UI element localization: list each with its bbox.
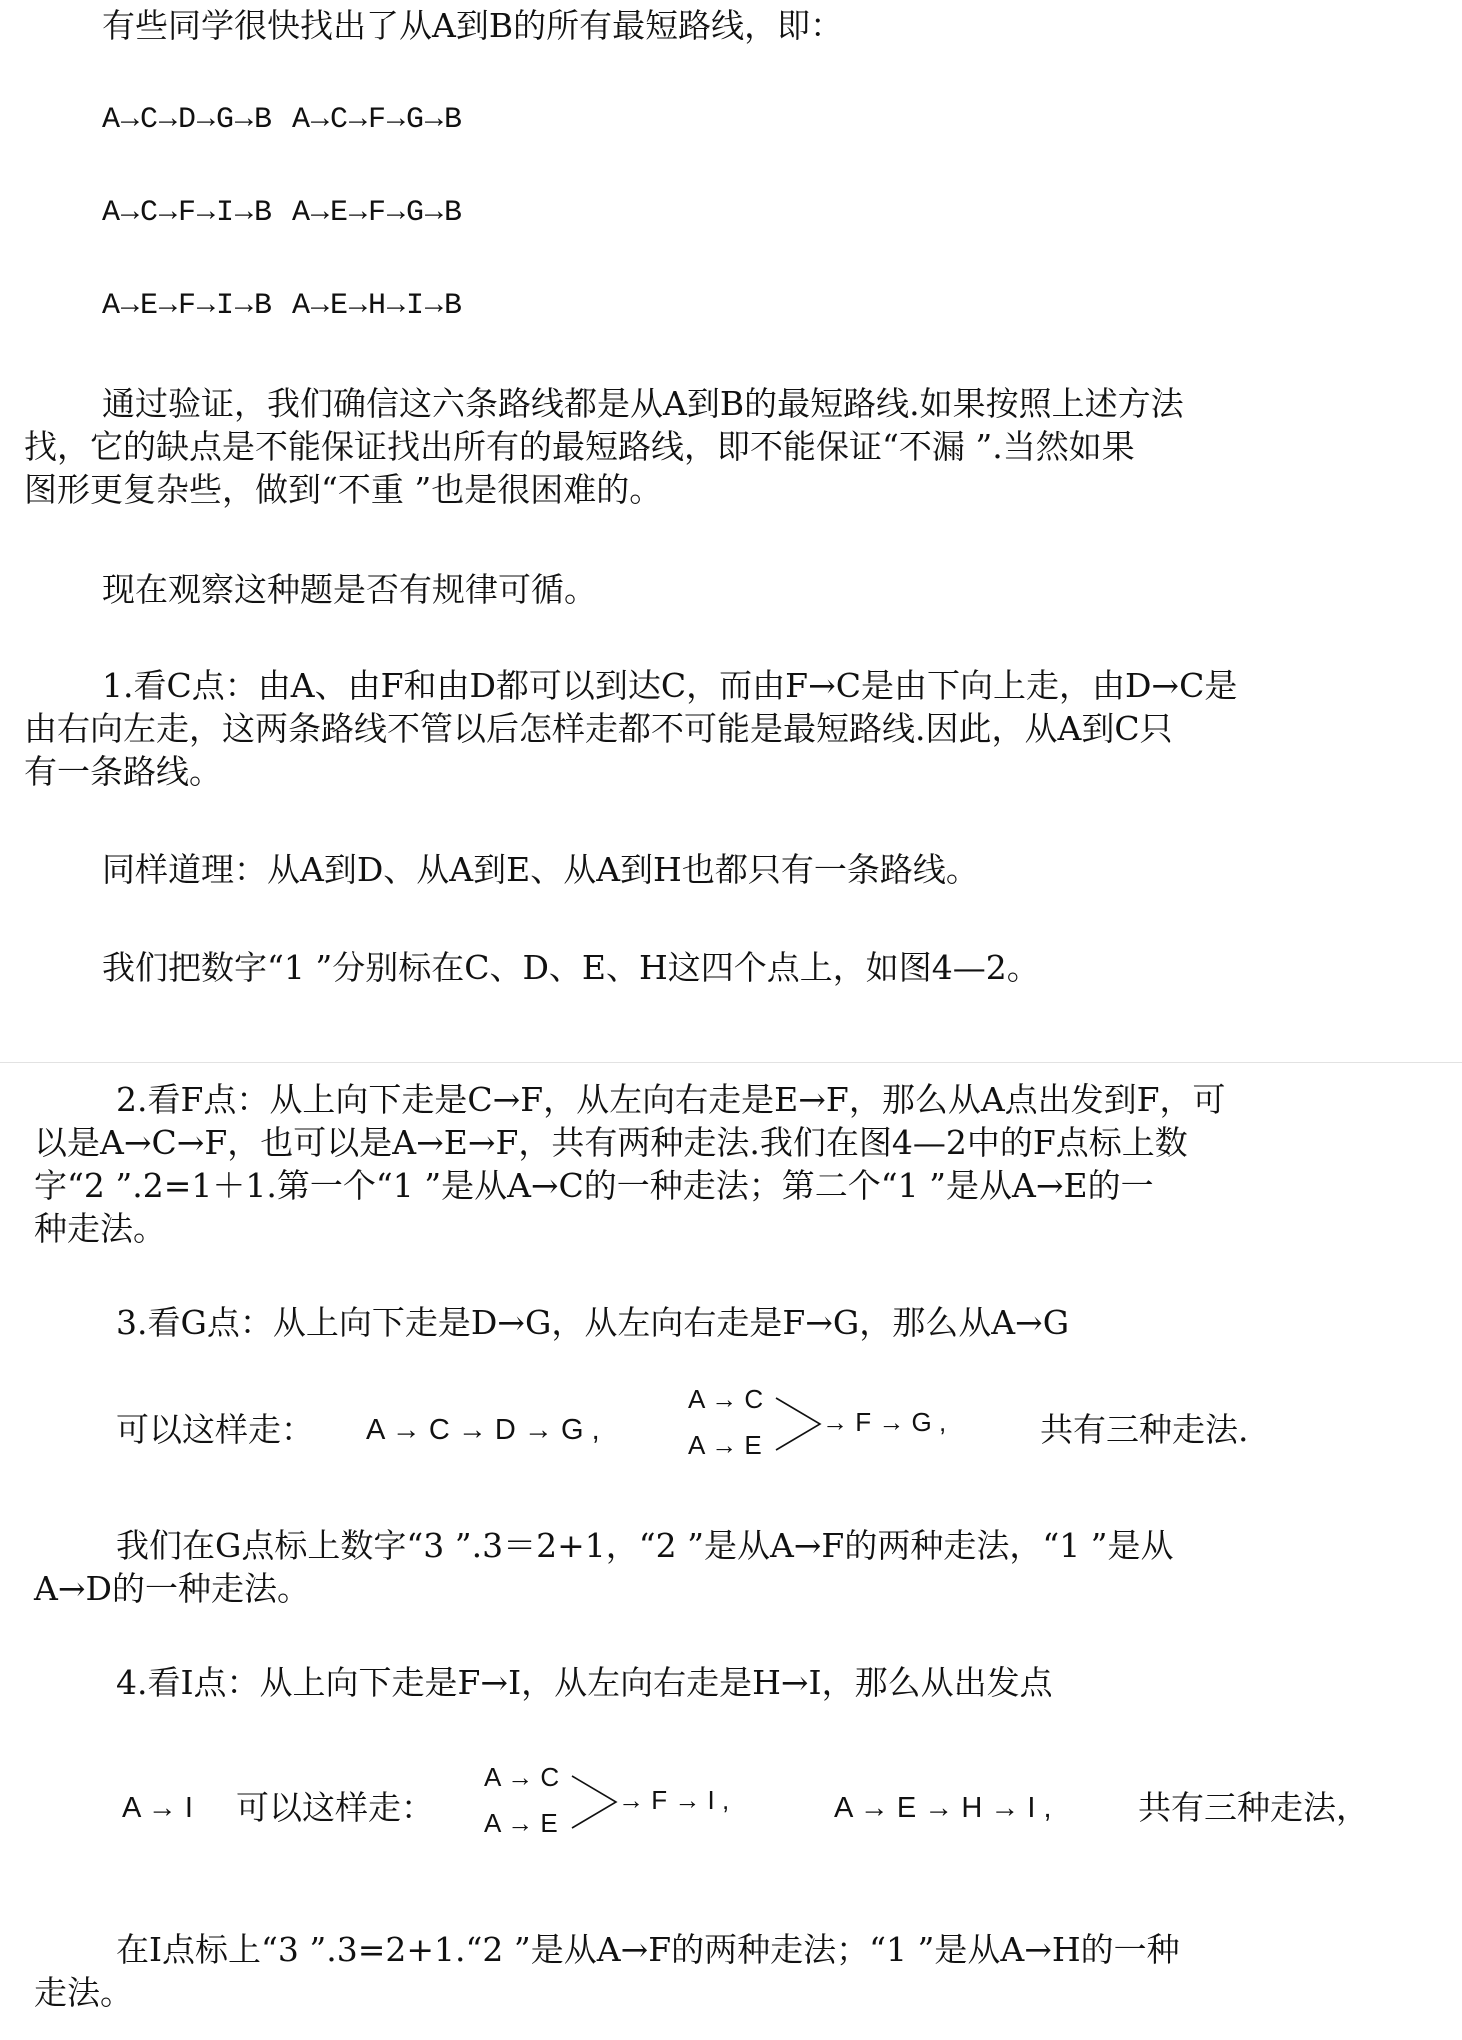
paragraph-mark-i-line-1: 在I点标上“3 ”.3=2+1.“2 ”是从A→F的两种走法；“1 ”是从A→H的一种 (116, 1930, 1180, 1969)
paragraph-verify-line-1: 通过验证，我们确信这六条路线都是从A到B的最短路线.如果按照上述方法 (102, 384, 1184, 423)
formula-i-path-2: A → E → H → I , (834, 1792, 1052, 1824)
paragraph-mark-one: 我们把数字“1 ”分别标在C、D、E、H这四个点上，如图4—2。 (102, 948, 1040, 987)
route-line-2: A→C→F→I→B A→E→F→G→B (102, 196, 464, 230)
formula-i-prefix: A → I (122, 1792, 193, 1824)
formula-g-branch-bottom: A → E (688, 1430, 762, 1460)
formula-g-end: 共有三种走法. (1040, 1410, 1249, 1449)
formula-i-branch (484, 1762, 730, 1842)
route-line-1: A→C→D→G→B A→C→F→G→B (102, 103, 464, 137)
paragraph-same-reason: 同样道理：从A到D、从A到E、从A到H也都只有一条路线。 (102, 850, 979, 889)
paragraph-mark-three-line-1: 我们在G点标上数字“3 ”.3＝2+1，“2 ”是从A→F的两种走法，“1 ”是从 (116, 1526, 1174, 1565)
formula-i-branch-top: A → C (484, 1762, 560, 1792)
paragraph-point-c-line-1: 1.看C点：由A、由F和由D都可以到达C，而由F→C是由下向上走，由D→C是 (102, 666, 1238, 705)
paragraph-point-f-line-2: 以是A→C→F，也可以是A→E→F，共有两种走法.我们在图4—2中的F点标上数 (34, 1123, 1188, 1162)
formula-g-branch-tail: → F → G , (822, 1407, 947, 1437)
route-line-3: A→E→F→I→B A→E→H→I→B (102, 289, 464, 323)
paragraph-point-f-line-4: 种走法。 (34, 1209, 166, 1248)
intro-line: 有些同学很快找出了从A到B的所有最短路线，即： (102, 6, 844, 45)
formula-g-branch-top: A → C (688, 1384, 764, 1414)
paragraph-point-f-line-3: 字“2 ”.2=1＋1.第一个“1 ”是从A→C的一种走法；第二个“1 ”是从A→E的一 (34, 1166, 1154, 1205)
paragraph-mark-three-line-2: A→D的一种走法。 (34, 1569, 310, 1608)
paragraph-point-i: 4.看I点：从上向下走是F→I，从左向右走是H→I，那么从出发点 (116, 1663, 1053, 1702)
formula-i-branch-tail: → F → I , (618, 1785, 730, 1815)
paragraph-verify-line-3: 图形更复杂些，做到“不重 ”也是很困难的。 (24, 470, 663, 509)
paragraph-point-c-line-2: 由右向左走，这两条路线不管以后怎样走都不可能是最短路线.因此，从A到C只 (24, 709, 1173, 748)
paragraph-point-c-line-3: 有一条路线。 (24, 752, 222, 791)
formula-i-end: 共有三种走法， (1138, 1788, 1369, 1827)
formula-g-branch (688, 1384, 947, 1464)
formula-g-path-1: A → C → D → G , (366, 1414, 600, 1446)
formula-i-branch-bottom: A → E (484, 1808, 558, 1838)
paragraph-observe: 现在观察这种题是否有规律可循。 (102, 570, 597, 609)
paragraph-point-f-line-1: 2.看F点：从上向下走是C→F，从左向右走是E→F，那么从A点出发到F，可 (116, 1080, 1226, 1119)
formula-g-prefix: 可以这样走： (116, 1410, 314, 1449)
paragraph-mark-i-line-2: 走法。 (34, 1973, 133, 2012)
formula-i-mid: 可以这样走： (236, 1788, 434, 1827)
paragraph-verify-line-2: 找，它的缺点是不能保证找出所有的最短路线，即不能保证“不漏 ”.当然如果 (24, 427, 1135, 466)
paragraph-point-g: 3.看G点：从上向下走是D→G，从左向右走是F→G，那么从A→G (116, 1303, 1070, 1342)
section-divider (0, 1062, 1462, 1063)
